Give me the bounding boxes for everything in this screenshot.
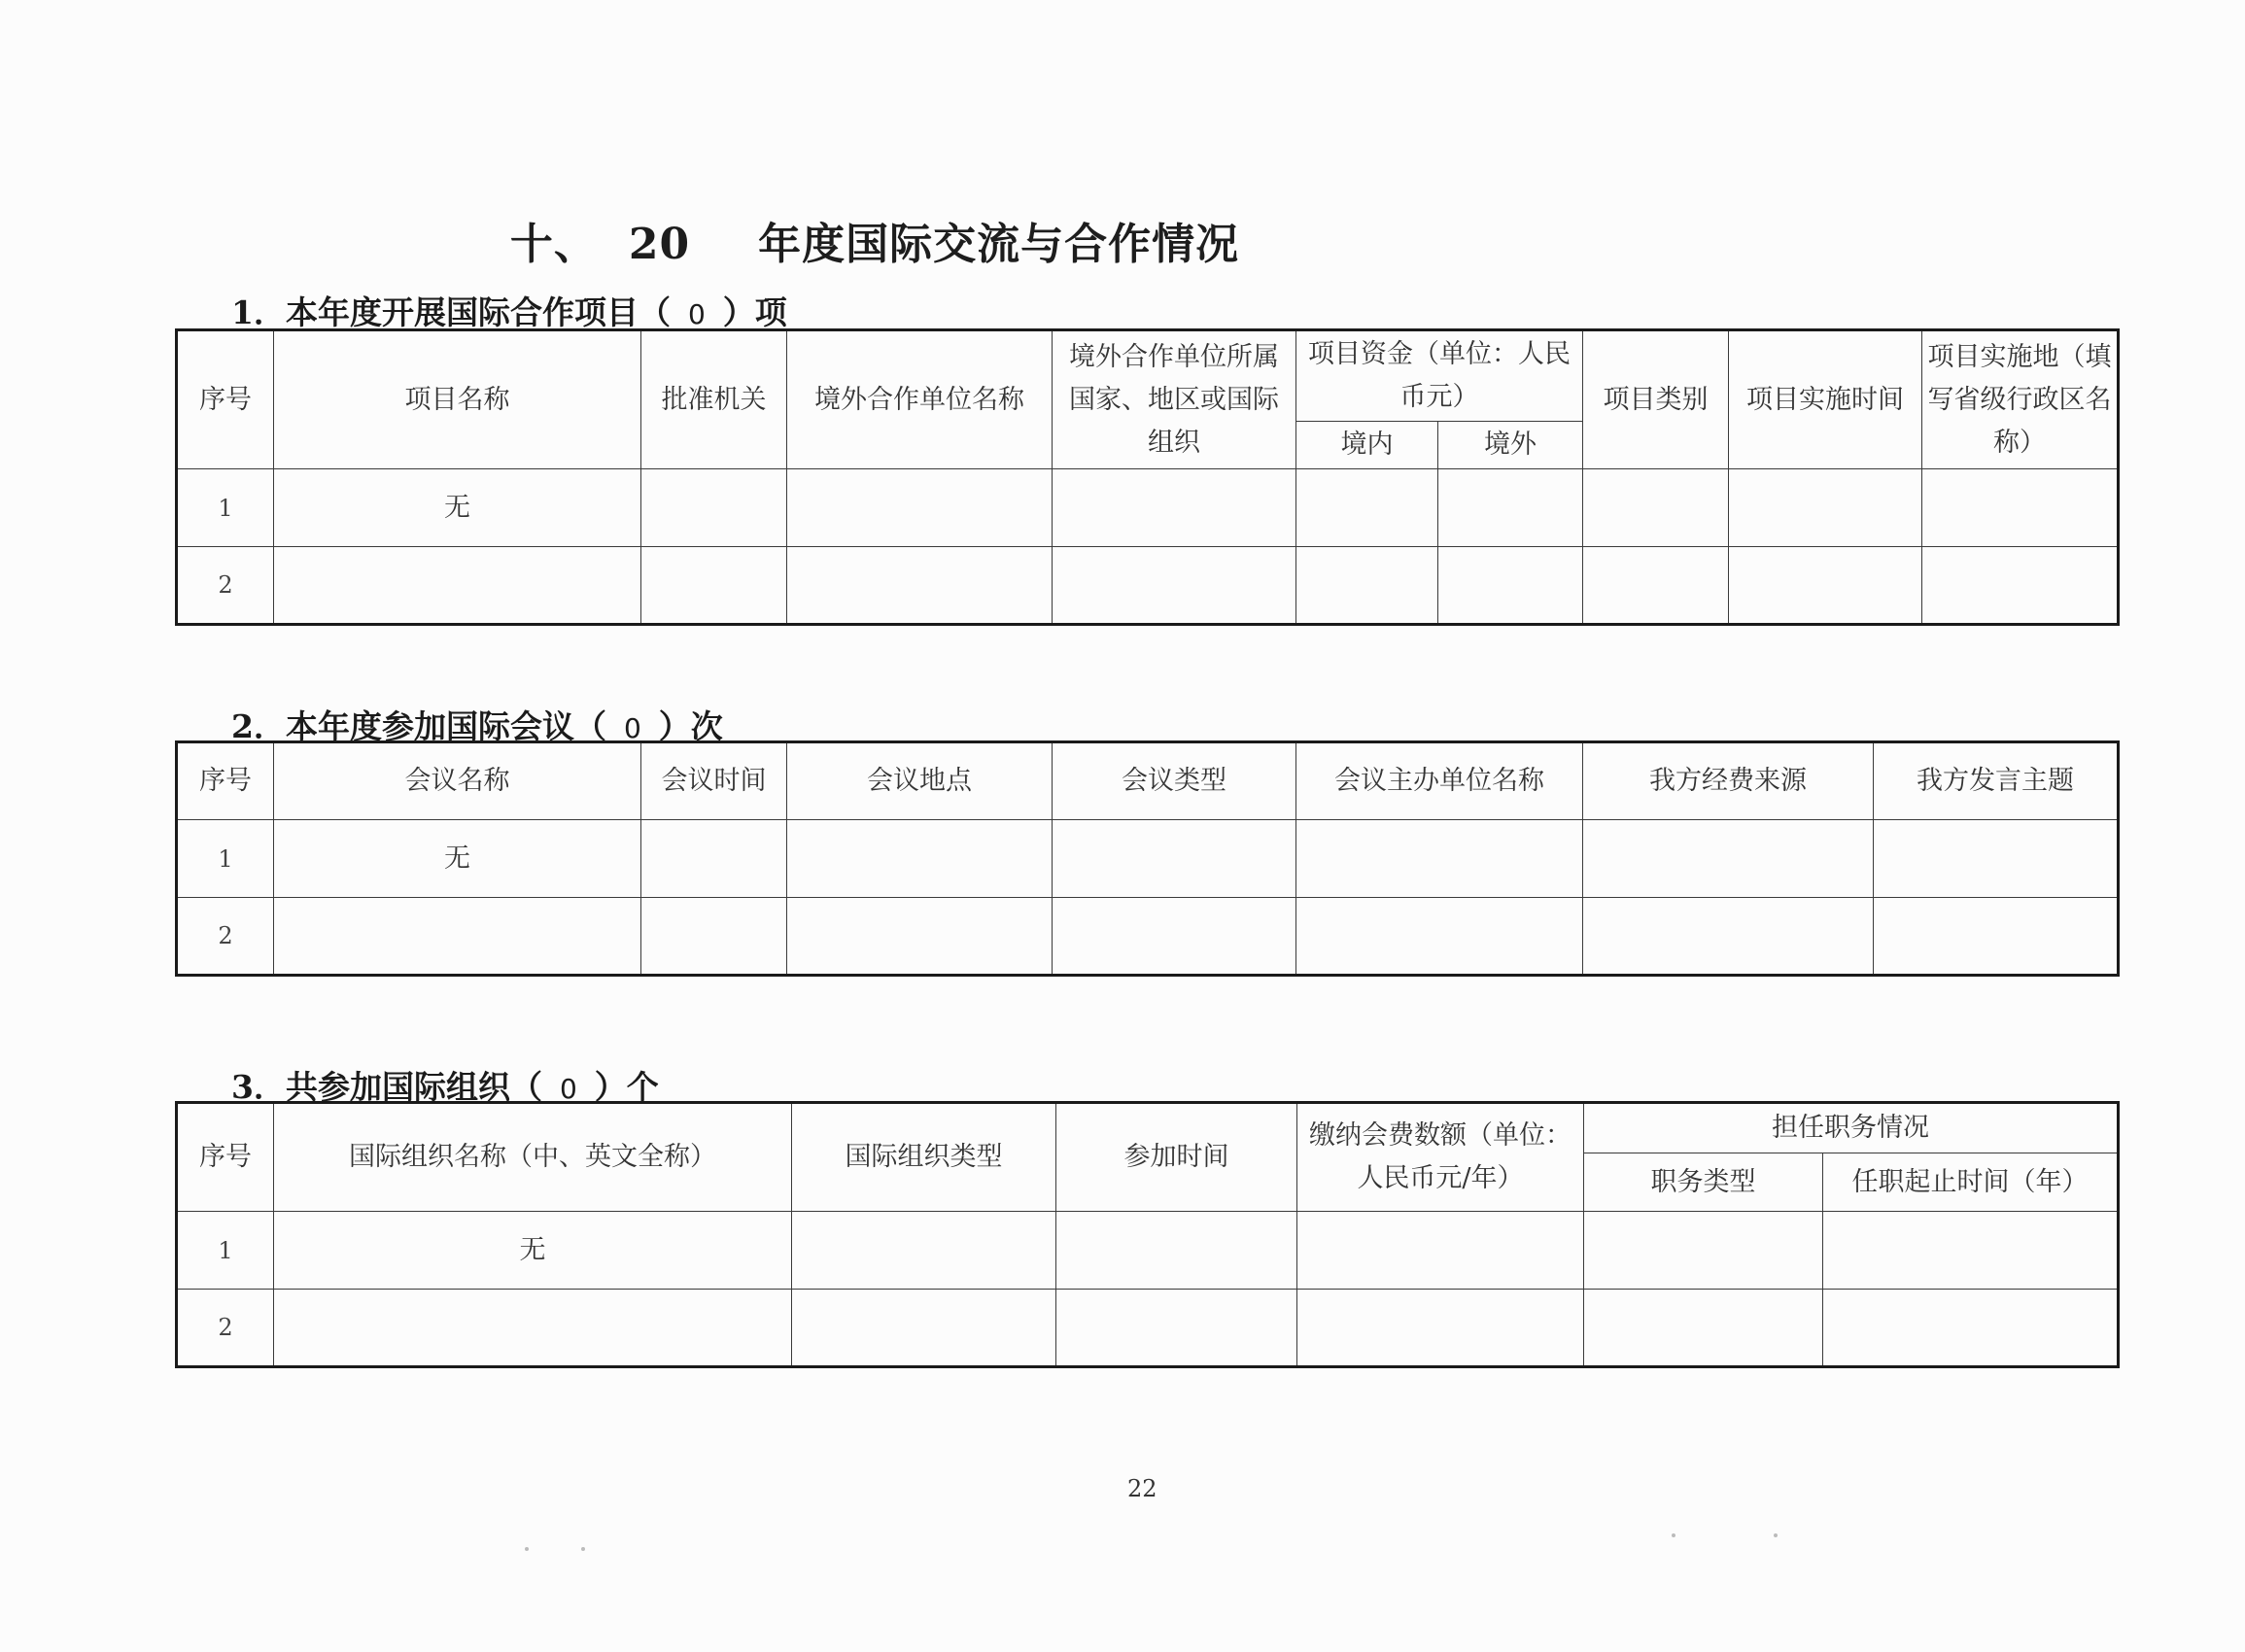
scan-speck [1672,1533,1675,1537]
scan-speck [1774,1533,1778,1537]
table-row [177,820,2119,898]
header-duty-type: 职务类型 [1584,1153,1823,1212]
international-organizations-table [175,1101,2120,1368]
row-name: 无 [274,469,641,547]
section1-count: 0 [687,298,706,330]
title-text: 年度国际交流与合作情况 [758,220,1240,269]
cooperation-projects-table [175,328,2120,626]
header-funding-source: 我方经费来源 [1583,742,1874,820]
scan-speck [581,1547,585,1551]
scan-speck [525,1547,529,1551]
header-no: 序号 [177,742,274,820]
title-prefix: 十、 [509,220,598,269]
header-meeting-name: 会议名称 [274,742,641,820]
header-meeting-place: 会议地点 [787,742,1053,820]
page-title [0,209,1749,271]
row-no: 1 [177,1212,274,1290]
header-funds-foreign: 境外 [1438,422,1583,469]
section2-heading: 2．本年度参加国际会议（ 0 ）次 [231,707,723,745]
header-place: 项目实施地（填写省级行政区名称） [1922,330,2119,469]
international-meetings-table [175,740,2120,977]
row-no: 2 [177,1290,274,1367]
header-approver: 批准机关 [641,330,787,469]
header-project-name: 项目名称 [274,330,641,469]
header-meeting-type: 会议类型 [1053,742,1296,820]
page-number: 22 [1127,1475,1157,1502]
row-no: 1 [177,469,274,547]
row-no: 2 [177,547,274,625]
row-name [274,1290,792,1367]
section3-heading: 3．共参加国际组织（ 0 ）个 [231,1068,659,1106]
table-row [177,1212,2119,1290]
header-funds: 项目资金（单位：人民币元） [1296,330,1583,422]
header-speech-topic: 我方发言主题 [1874,742,2119,820]
row-no: 1 [177,820,274,898]
header-partner: 境外合作单位名称 [787,330,1053,469]
header-org-type: 国际组织类型 [792,1103,1056,1212]
header-join-time: 参加时间 [1056,1103,1297,1212]
section2-count: 0 [623,712,641,744]
section1-heading: 1．本年度开展国际合作项目（ 0 ）项 [231,293,787,331]
row-name: 无 [274,820,641,898]
row-name [274,547,641,625]
header-time: 项目实施时间 [1729,330,1922,469]
header-no: 序号 [177,1103,274,1212]
header-duty: 担任职务情况 [1584,1103,2119,1153]
header-duty-period: 任职起止时间（年） [1823,1153,2119,1212]
header-funds-domestic: 境内 [1296,422,1438,469]
row-name [274,898,641,976]
section3-count: 0 [559,1073,577,1105]
header-category: 项目类别 [1583,330,1729,469]
table-row [177,469,2119,547]
header-membership-fee: 缴纳会费数额（单位：人民币元/年） [1297,1103,1584,1212]
table-row [177,547,2119,625]
header-no: 序号 [177,330,274,469]
table-row [177,898,2119,976]
table-row [177,1290,2119,1367]
title-year: 20 [628,220,691,269]
header-org-name: 国际组织名称（中、英文全称） [274,1103,792,1212]
header-meeting-time: 会议时间 [641,742,787,820]
row-name: 无 [274,1212,792,1290]
header-partner-country: 境外合作单位所属国家、地区或国际组织 [1053,330,1296,469]
header-meeting-host: 会议主办单位名称 [1296,742,1583,820]
row-no: 2 [177,898,274,976]
